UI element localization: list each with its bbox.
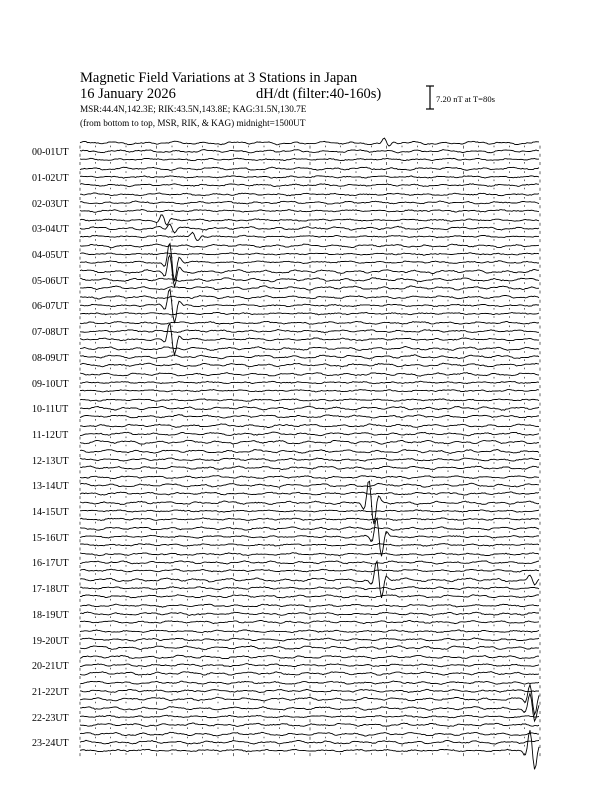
trace-group <box>80 138 540 769</box>
trace-11-12UT-MSR <box>80 440 539 444</box>
trace-01-02UT-KAG <box>80 167 539 170</box>
trace-08-09UT-KAG <box>80 347 539 351</box>
tick-marks-18-19UT-MSR <box>80 625 540 628</box>
trace-05-06UT-KAG <box>80 255 539 287</box>
tick-marks-19-20UT-RIK <box>80 642 540 645</box>
trace-09-10UT-KAG <box>80 373 539 377</box>
tick-marks-13-14UT-MSR <box>80 496 540 499</box>
tick-marks-01-02UT-RIK <box>80 180 540 183</box>
trace-01-02UT-MSR <box>80 184 539 187</box>
scale-bar-label: 7.20 nT at T=80s <box>436 94 495 104</box>
tick-marks-11-12UT-KAG <box>80 428 540 431</box>
trace-06-07UT-MSR <box>80 312 539 315</box>
tick-marks-02-03UT-RIK <box>80 205 540 208</box>
trace-10-11UT-KAG <box>80 399 539 401</box>
trace-15-16UT-MSR <box>80 544 539 547</box>
row-label-03-04UT: 03-04UT <box>32 224 69 236</box>
trace-04-05UT-RIK <box>80 253 539 256</box>
trace-23-24UT-KAG <box>80 732 539 736</box>
tick-marks-12-13UT-KAG <box>80 454 540 457</box>
tick-marks-23-24UT-KAG <box>80 737 540 740</box>
tick-marks-03-04UT-MSR <box>80 239 540 242</box>
trace-15-16UT-KAG <box>80 527 539 531</box>
trace-18-19UT-RIK <box>80 612 539 615</box>
trace-10-11UT-MSR <box>80 415 539 419</box>
tick-marks-00-01UT-MSR <box>80 162 540 165</box>
trace-12-13UT-KAG <box>80 450 539 454</box>
trace-04-05UT-KAG <box>80 244 539 248</box>
tick-marks-07-08UT-MSR <box>80 342 540 345</box>
trace-06-07UT-KAG <box>80 296 539 300</box>
row-label-14-15UT: 14-15UT <box>32 507 69 518</box>
tick-marks-20-21UT-RIK <box>80 668 540 671</box>
row-label-11-12UT: 11-12UT <box>32 429 69 441</box>
row-label-08-09UT: 08-09UT <box>32 352 69 364</box>
tick-marks-10-11UT-KAG <box>80 403 540 406</box>
trace-18-19UT-MSR <box>80 621 539 624</box>
trace-23-24UT-MSR <box>80 730 539 769</box>
row-label-01-02UT: 01-02UT <box>32 172 69 184</box>
trace-16-17UT-RIK <box>80 561 539 564</box>
trace-09-10UT-MSR <box>80 390 539 392</box>
tick-marks-22-23UT-KAG <box>80 711 540 714</box>
row-label-09-10UT: 09-10UT <box>32 378 69 390</box>
trace-20-21UT-KAG <box>80 655 539 659</box>
row-label-16-17UT: 16-17UT <box>32 558 69 570</box>
trace-07-08UT-KAG <box>80 321 539 324</box>
trace-19-20UT-MSR <box>80 646 539 650</box>
trace-10-11UT-RIK <box>80 406 539 410</box>
tick-marks-08-09UT-RIK <box>80 359 540 362</box>
trace-19-20UT-RIK <box>80 638 539 641</box>
tick-marks-17-18UT-KAG <box>80 583 540 586</box>
trace-06-07UT-RIK <box>80 289 539 323</box>
trace-13-14UT-KAG <box>80 476 539 479</box>
tick-marks-07-08UT-RIK <box>80 334 540 337</box>
tick-marks-23-24UT-MSR <box>80 753 540 756</box>
trace-17-18UT-RIK <box>80 587 539 590</box>
row-label-04-05UT: 04-05UT <box>32 250 69 261</box>
row-label-10-11UT: 10-11UT <box>32 404 69 416</box>
tick-marks-16-17UT-MSR <box>80 573 540 576</box>
trace-21-22UT-KAG <box>80 681 539 684</box>
tick-marks-17-18UT-RIK <box>80 591 540 594</box>
tick-marks-02-03UT-MSR <box>80 213 540 216</box>
trace-07-08UT-RIK <box>80 330 539 333</box>
tick-marks-17-18UT-MSR <box>80 599 540 602</box>
tick-marks-05-06UT-RIK <box>80 282 540 285</box>
tick-marks-13-14UT-RIK <box>80 488 540 491</box>
tick-marks-02-03UT-KAG <box>80 197 540 200</box>
trace-order-note: (from bottom to top, MSR, RIK, & KAG) midnight=1500UT <box>80 118 306 128</box>
row-label-07-08UT: 07-08UT <box>32 327 69 339</box>
tick-marks-07-08UT-KAG <box>80 326 540 329</box>
tick-marks-10-11UT-RIK <box>80 411 540 414</box>
tick-marks-10-11UT-MSR <box>80 419 540 422</box>
trace-00-01UT-KAG <box>80 138 539 146</box>
tick-marks-09-10UT-KAG <box>80 377 540 380</box>
row-label-22-23UT: 22-23UT <box>32 712 69 724</box>
trace-02-03UT-MSR <box>80 210 539 213</box>
trace-11-12UT-KAG <box>80 424 539 428</box>
tick-marks-01-02UT-MSR <box>80 188 540 191</box>
trace-00-01UT-MSR <box>80 158 539 161</box>
row-label-20-21UT: 20-21UT <box>32 661 69 673</box>
trace-14-15UT-MSR <box>80 518 539 521</box>
trace-08-09UT-RIK <box>80 355 539 359</box>
tick-marks-06-07UT-MSR <box>80 316 540 319</box>
trace-08-09UT-MSR <box>80 363 539 367</box>
trace-04-05UT-MSR <box>80 244 539 282</box>
tick-marks-05-06UT-MSR <box>80 291 540 294</box>
tick-marks-20-21UT-MSR <box>80 676 540 679</box>
trace-20-21UT-RIK <box>80 664 539 667</box>
chart-date: 16 January 2026 <box>80 86 176 102</box>
tick-marks-15-16UT-RIK <box>80 539 540 542</box>
row-label-12-13UT: 12-13UT <box>32 455 69 467</box>
row-label-13-14UT: 13-14UT <box>32 481 69 493</box>
trace-18-19UT-KAG <box>80 604 539 607</box>
trace-16-17UT-MSR <box>80 569 539 572</box>
tick-marks-18-19UT-RIK <box>80 616 540 619</box>
trace-07-08UT-MSR <box>80 324 539 355</box>
tick-marks-05-06UT-KAG <box>80 274 540 277</box>
trace-03-04UT-MSR <box>80 232 539 240</box>
tick-marks-14-15UT-KAG <box>80 505 540 508</box>
trace-19-20UT-KAG <box>80 630 539 633</box>
tick-marks-08-09UT-MSR <box>80 368 540 371</box>
row-label-17-18UT: 17-18UT <box>32 584 69 596</box>
trace-03-04UT-RIK <box>80 224 539 233</box>
tick-marks-18-19UT-KAG <box>80 608 540 611</box>
row-label-23-24UT: 23-24UT <box>32 738 69 750</box>
tick-marks-14-15UT-RIK <box>80 514 540 517</box>
tick-marks-14-15UT-MSR <box>80 522 540 525</box>
trace-02-03UT-RIK <box>80 201 539 204</box>
tick-marks-03-04UT-KAG <box>80 223 540 226</box>
tick-marks-04-05UT-MSR <box>80 265 540 268</box>
row-label-00-01UT: 00-01UT <box>32 147 69 159</box>
trace-00-01UT-RIK <box>80 150 539 153</box>
row-label-05-06UT: 05-06UT <box>32 275 69 287</box>
tick-marks-16-17UT-RIK <box>80 565 540 568</box>
tick-marks-03-04UT-RIK <box>80 231 540 234</box>
row-label-18-19UT: 18-19UT <box>32 609 69 621</box>
trace-05-06UT-RIK <box>80 278 539 282</box>
trace-16-17UT-KAG <box>80 553 539 556</box>
tick-marks-06-07UT-KAG <box>80 300 540 303</box>
tick-marks-06-07UT-RIK <box>80 308 540 311</box>
row-label-06-07UT: 06-07UT <box>32 301 69 313</box>
tick-marks-22-23UT-RIK <box>80 719 540 722</box>
tick-marks-19-20UT-MSR <box>80 650 540 653</box>
tick-marks-04-05UT-RIK <box>80 257 540 260</box>
trace-17-18UT-KAG <box>80 561 539 598</box>
tick-marks-20-21UT-KAG <box>80 660 540 663</box>
tick-marks-19-20UT-KAG <box>80 634 540 637</box>
trace-05-06UT-MSR <box>80 286 539 290</box>
tick-marks-09-10UT-RIK <box>80 385 540 388</box>
tick-marks-12-13UT-MSR <box>80 470 540 473</box>
chart-title: Magnetic Field Variations at 3 Stations in Japan <box>80 70 358 86</box>
tick-marks-08-09UT-KAG <box>80 351 540 354</box>
tick-marks-15-16UT-KAG <box>80 531 540 534</box>
trace-09-10UT-RIK <box>80 381 539 384</box>
row-label-15-16UT: 15-16UT <box>32 532 69 544</box>
tick-marks-04-05UT-KAG <box>80 248 540 251</box>
trace-13-14UT-RIK <box>80 483 539 487</box>
tick-marks-15-16UT-MSR <box>80 548 540 551</box>
trace-21-22UT-MSR <box>80 685 539 715</box>
row-label-19-20UT: 19-20UT <box>32 635 69 647</box>
trace-21-22UT-RIK <box>80 689 539 692</box>
trace-14-15UT-RIK <box>80 510 539 512</box>
tick-marks-11-12UT-RIK <box>80 437 540 440</box>
tick-marks-21-22UT-KAG <box>80 685 540 688</box>
row-label-21-22UT: 21-22UT <box>32 686 69 698</box>
trace-01-02UT-RIK <box>80 176 539 178</box>
trace-17-18UT-MSR <box>80 595 539 598</box>
tick-marks-13-14UT-KAG <box>80 480 540 483</box>
tick-marks-01-02UT-KAG <box>80 171 540 174</box>
station-coordinates: MSR:44.4N,142.3E; RIK:43.5N,143.8E; KAG:31.5N,130.7E <box>80 104 307 114</box>
tick-marks-12-13UT-RIK <box>80 462 540 465</box>
trace-14-15UT-KAG <box>80 481 539 524</box>
tick-marks-00-01UT-RIK <box>80 154 540 157</box>
tick-marks-22-23UT-MSR <box>80 727 540 730</box>
tick-marks-21-22UT-RIK <box>80 694 540 697</box>
tick-marks-23-24UT-RIK <box>80 745 540 748</box>
tick-marks-11-12UT-MSR <box>80 445 540 448</box>
trace-22-23UT-RIK <box>80 715 539 718</box>
trace-13-14UT-MSR <box>80 492 539 495</box>
trace-12-13UT-MSR <box>80 466 539 470</box>
row-label-02-03UT: 02-03UT <box>32 198 69 210</box>
trace-02-03UT-KAG <box>80 193 539 196</box>
trace-20-21UT-MSR <box>80 672 539 676</box>
trace-12-13UT-RIK <box>80 458 539 461</box>
trace-11-12UT-RIK <box>80 432 539 436</box>
trace-15-16UT-RIK <box>80 518 539 556</box>
tick-marks-16-17UT-KAG <box>80 557 540 560</box>
tick-marks-21-22UT-MSR <box>80 702 540 705</box>
trace-23-24UT-RIK <box>80 740 539 744</box>
trace-22-23UT-MSR <box>80 723 539 726</box>
tick-marks-00-01UT-KAG <box>80 146 540 149</box>
tick-marks-09-10UT-MSR <box>80 393 540 396</box>
trace-03-04UT-KAG <box>80 215 539 225</box>
chart-units-filter: dH/dt (filter:40-160s) <box>256 86 382 102</box>
